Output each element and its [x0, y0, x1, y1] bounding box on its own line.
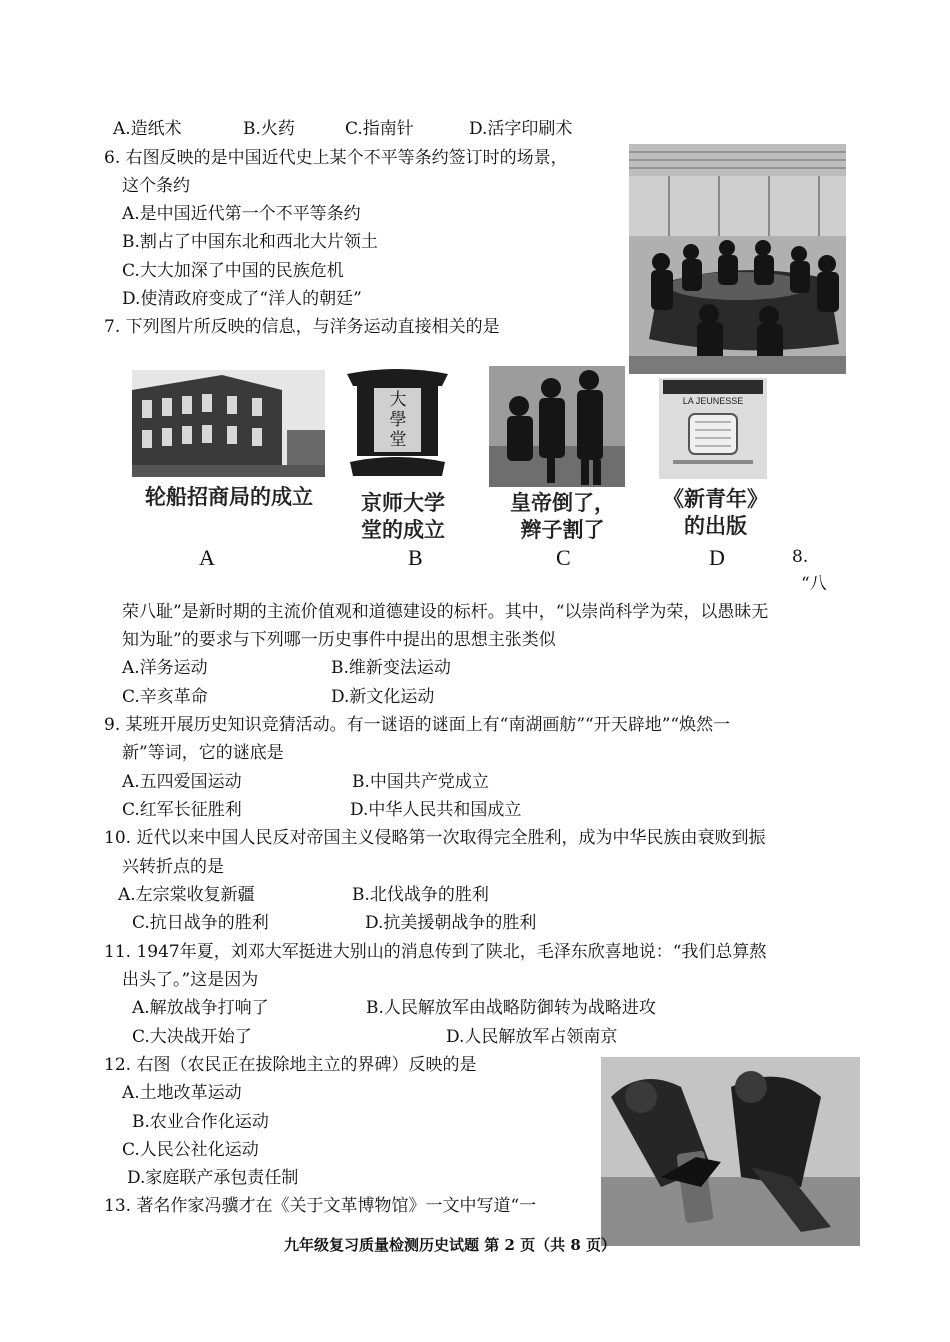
q6-option-d: D.使清政府变成了“洋人的朝廷”: [122, 289, 362, 309]
q9-option-c: C.红军长征胜利: [122, 800, 242, 820]
q5-option-c: C.指南针: [345, 119, 414, 139]
q7-caption-a: 轮船招商局的成立: [145, 485, 313, 509]
q11-option-d: D.人民解放军占领南京: [446, 1027, 618, 1047]
q7-caption-d-line1: 《新青年》: [663, 487, 768, 511]
q7-letter-a: A: [199, 545, 215, 570]
q12-option-a: A.土地改革运动: [122, 1083, 242, 1103]
q6-option-b: B.割占了中国东北和西北大片领土: [122, 232, 378, 252]
q13-stem-line1: 13. 著名作家冯骥才在《关于文革博物馆》一文中写道“一: [104, 1196, 537, 1216]
q7-pic-c-queue-cutting: [489, 366, 625, 487]
q11-option-c: C.大决战开始了: [132, 1027, 252, 1047]
farmers-boundary-stone-photo: [601, 1057, 860, 1246]
q10-stem-line2: 兴转折点的是: [122, 857, 224, 877]
q10-option-c: C.抗日战争的胜利: [132, 913, 269, 933]
q5-option-a: A.造纸术: [113, 119, 182, 139]
q9-option-a: A.五四爱国运动: [122, 772, 242, 792]
q10-option-a: A.左宗棠收复新疆: [118, 885, 255, 905]
q9-option-d: D.中华人民共和国成立: [350, 800, 522, 820]
q12-option-c: C.人民公社化运动: [122, 1140, 259, 1160]
q7-caption-c-line2: 辫子割了: [520, 518, 605, 542]
magazine-title-text: LA JEUNESSE: [682, 396, 744, 406]
q7-letter-b: B: [408, 545, 423, 570]
q10-option-d: D.抗美援朝战争的胜利: [365, 913, 537, 933]
q11-option-a: A.解放战争打响了: [132, 998, 269, 1018]
q9-stem-line2: 新”等词，它的谜底是: [122, 743, 284, 763]
q7-pic-b-signboard: [342, 366, 453, 479]
q10-option-b: B.北伐战争的胜利: [352, 885, 489, 905]
q8-number: 8.: [792, 547, 809, 567]
q11-stem-line1: 11. 1947年夏，刘邓大军挺进大别山的消息传到了陕北，毛泽东欣喜地说：“我们总算熬: [104, 942, 767, 962]
q8-option-a: A.洋务运动: [122, 658, 208, 678]
q7-pic-d-new-youth-cover: [659, 378, 767, 479]
q8-stem-line1: 荣八耻”是新时期的主流价值观和道德建设的标杆。其中，“以崇尚科学为荣，以愚昧无: [122, 602, 769, 622]
q5-option-b: B.火药: [243, 119, 295, 139]
page-footer: 九年级复习质量检测历史试题 第 2 页（共 8 页）: [284, 1236, 616, 1254]
q9-option-b: B.中国共产党成立: [352, 772, 489, 792]
q6-stem: 6. 右图反映的是中国近代史上某个不平等条约签订时的场景，: [104, 148, 568, 168]
q7-caption-d-line2: 的出版: [684, 514, 747, 538]
q9-stem-line1: 9. 某班开展历史知识竞猜活动。有一谜语的谜面上有“南湖画舫”“开天辟地”“焕然一: [104, 715, 731, 735]
q6-option-a: A.是中国近代第一个不平等条约: [122, 204, 361, 224]
q12-option-d: D.家庭联产承包责任制: [127, 1168, 299, 1188]
q12-stem: 12. 右图（农民正在拔除地主立的界碑）反映的是: [104, 1055, 477, 1075]
treaty-signing-photo: [629, 144, 846, 374]
q8-option-c: C.辛亥革命: [122, 687, 208, 707]
q7-pic-a-building: [132, 370, 325, 477]
q12-option-b: B.农业合作化运动: [132, 1112, 269, 1132]
q8-quote-start: “八: [801, 574, 827, 594]
q11-stem-line2: 出头了。”这是因为: [122, 970, 259, 990]
q6-option-c: C.大大加深了中国的民族危机: [122, 261, 344, 281]
q11-option-b: B.人民解放军由战略防御转为战略进攻: [366, 998, 656, 1018]
q7-letter-c: C: [556, 545, 571, 570]
q5-option-d: D.活字印刷术: [469, 119, 573, 139]
q7-caption-b-line1: 京师大学: [361, 491, 445, 515]
q7-stem: 7. 下列图片所反映的信息，与洋务运动直接相关的是: [104, 317, 500, 337]
signboard-text: 大學堂: [389, 390, 407, 450]
q7-letter-d: D: [709, 545, 725, 570]
q7-caption-b-line2: 堂的成立: [361, 518, 445, 542]
q8-option-d: D.新文化运动: [331, 687, 435, 707]
q8-option-b: B.维新变法运动: [331, 658, 451, 678]
q6-stem-cont: 这个条约: [122, 176, 190, 196]
q8-stem-line2: 知为耻”的要求与下列哪一历史事件中提出的思想主张类似: [122, 630, 556, 650]
q10-stem-line1: 10. 近代以来中国人民反对帝国主义侵略第一次取得完全胜利，成为中华民族由衰败到振: [104, 828, 766, 848]
q7-caption-c-line1: 皇帝倒了，: [510, 491, 615, 515]
